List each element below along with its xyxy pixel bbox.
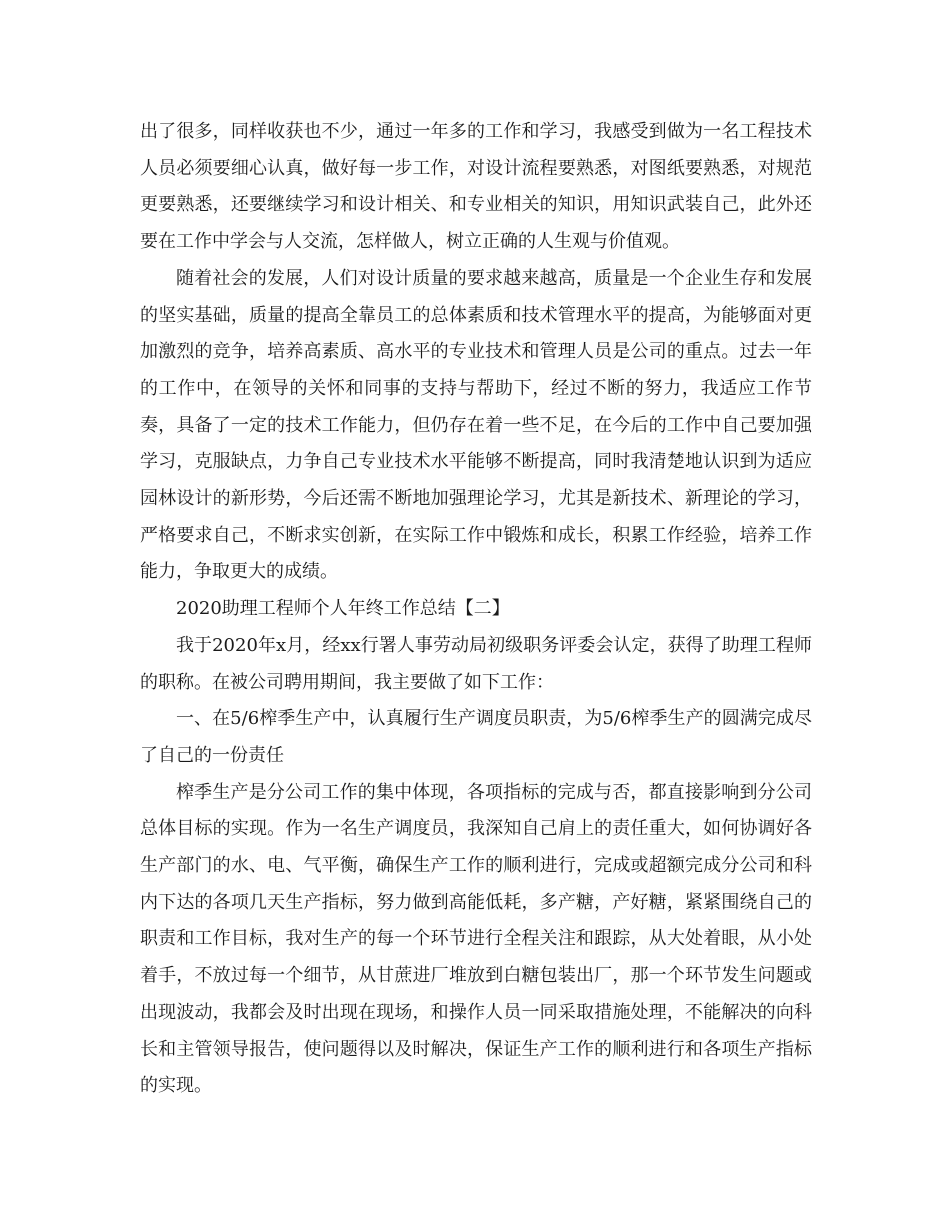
paragraph-production-season: 榨季生产是分公司工作的集中体现，各项指标的完成与否，都直接影响到分公司总体目标的实现。作为一名生产调度员，我深知自己肩上的责任重大，如何协调好各生产部门的水、电、气平衡，确保生产工作的顺利进行，完成或超额完成分公司和科内下达的各项几天生产指标，努力做到高能低耗，多产糖，产好糖，紧紧围绕自己的职责和工作目标，我对生产的每一个环节进行全程关注和跟踪，从大处着眼，从小处着手，不放过每一个细节，从甘蔗进厂堆放到白糖包装出厂，那一个环节发生问题或出现波动，我都会及时出现在现场，和操作人员一同采取措施处理，不能解决的向科长和主管领导报告，使问题得以及时解决，保证生产工作的顺利进行和各项生产指标的实现。 bbox=[140, 781, 812, 1097]
paragraph-quality-development: 随着社会的发展，人们对设计质量的要求越来越高，质量是一个企业生存和发展的坚实基础，质量的提高全靠员工的总体素质和技术管理水平的提高，为能够面对更加激烈的竞争，培养高素质、高水平的专业技术和管理人员是公司的重点。过去一年的工作中，在领导的关怀和同事的支持与帮助下，经过不断的努力，我适应工作节奏，具备了一定的技术工作能力，但仍存在着一些不足，在今后的工作中自己要加强学习，克服缺点，力争自己专业技术水平能够不断提高，同时我清楚地认识到为适应园林设计的新形势，今后还需不断地加强理论学习，尤其是新技术、新理论的学习，严格要求自己，不断求实创新，在实际工作中锻炼和成长，积累工作经验，培养工作能力，争取更大的成绩。 bbox=[140, 267, 812, 583]
paragraph-continuation: 出了很多，同样收获也不少，通过一年多的工作和学习，我感受到做为一名工程技术人员必须要细心认真，做好每一步工作，对设计流程要熟悉，对图纸要熟悉，对规范更要熟悉，还要继续学习和设计相关、和专业相关的知识，用知识武装自己，此外还要在工作中学会与人交流，怎样做人，树立正确的人生观与价值观。 bbox=[140, 121, 812, 253]
document-body bbox=[140, 114, 812, 1105]
paragraph-item-one: 一、在5/6榨季生产中，认真履行生产调度员职责，为5/6榨季生产的圆满完成尽了自己的一份责任 bbox=[140, 708, 812, 766]
paragraph-title-award: 我于2020年x月，经xx行署人事劳动局初级职务评委会认定，获得了助理工程师的职称。在被公司聘用期间，我主要做了如下工作： bbox=[140, 634, 812, 693]
section-heading-two: 2020助理工程师个人年终工作总结【二】 bbox=[176, 598, 510, 620]
